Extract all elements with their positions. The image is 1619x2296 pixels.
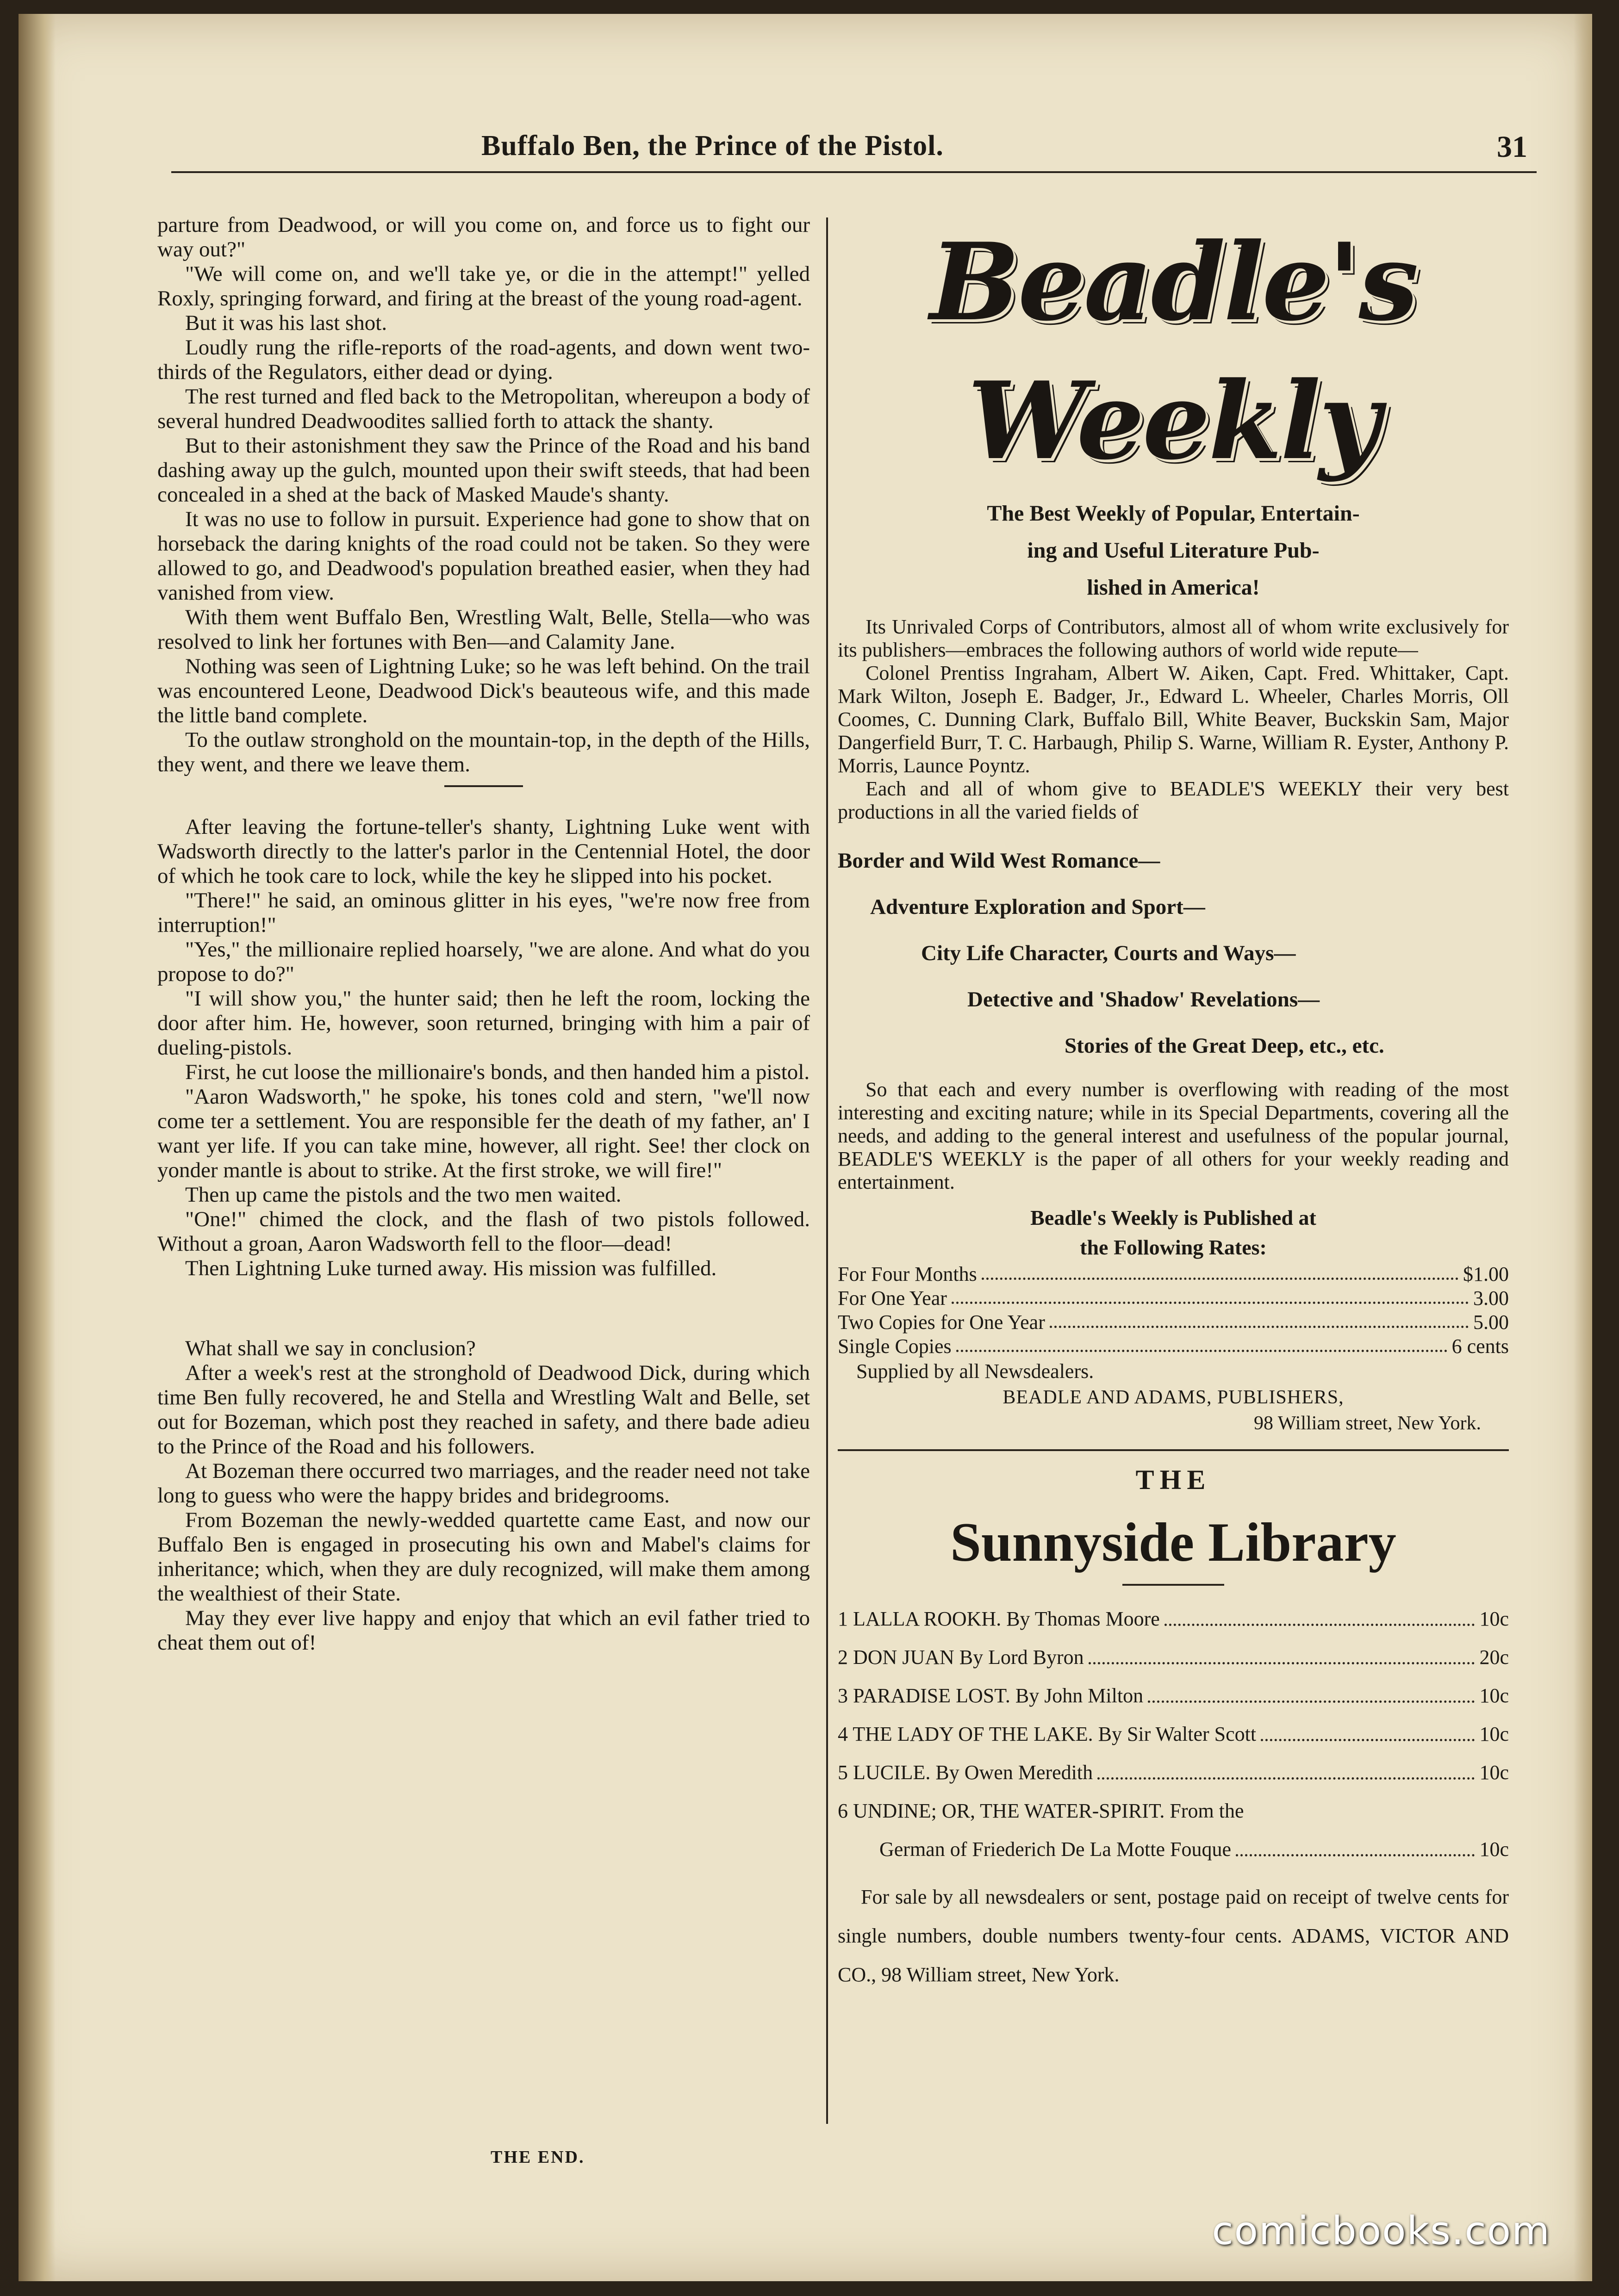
story-paragraph: It was no use to follow in pursuit. Experience had gone to show that on horseback the daring knights of the road could not be taken. So they were allowed to go, and Deadwood's population breathed easier, when they had vanished from view. xyxy=(157,507,810,605)
story-paragraph: "One!" chimed the clock, and the flash of two pistols followed. Without a groan, Aaron Wadsworth fell to the floor—dead! xyxy=(157,1207,810,1256)
headline-line: ing and Useful Literature Pub- xyxy=(1027,538,1320,563)
running-title: Buffalo Ben, the Prince of the Pistol. xyxy=(481,130,944,161)
watermark: comicbooks.com xyxy=(1212,2208,1551,2253)
story-paragraph: parture from Deadwood, or will you come on, and force us to fight our way out?" xyxy=(157,213,810,261)
rate-amount: 3.00 xyxy=(1473,1287,1509,1309)
story-section-1 xyxy=(157,213,810,777)
story-column xyxy=(157,213,810,1655)
library-item-price: 10c xyxy=(1479,1607,1509,1630)
section-rule xyxy=(838,1449,1509,1451)
story-paragraph: Then up came the pistols and the two men waited. xyxy=(185,1183,622,1207)
leader-dots xyxy=(1097,1753,1475,1780)
contributors-intro: Its Unrivaled Corps of Contributors, almost all of whom write exclusively for its publishers—embraces the following authors of world wide repute— xyxy=(838,615,1509,661)
library-item-label: 2 DON JUAN By Lord Byron xyxy=(838,1646,1084,1669)
rate-row xyxy=(838,1310,1509,1334)
story-paragraph: From Bozeman the newly-wedded quartette came East, and now our Buffalo Ben is engaged in prosecuting his own and Mabel's claims for inheritance; which, when they are duly recognized, will make them among the wealthiest of their State. xyxy=(157,1508,810,1606)
rates-table xyxy=(838,1262,1509,1359)
page-number: 31 xyxy=(1497,130,1527,164)
section-divider xyxy=(444,785,523,787)
rate-amount: $1.00 xyxy=(1463,1263,1509,1285)
library-item xyxy=(838,1638,1509,1676)
leader-dots xyxy=(1050,1310,1469,1328)
story-paragraph: The rest turned and fled back to the Metropolitan, whereupon a body of several hundred Deadwoodites sallied forth to attack the shanty. xyxy=(157,385,810,433)
rate-label: Two Copies for One Year xyxy=(838,1311,1045,1334)
title-underline xyxy=(1122,1584,1224,1586)
rate-amount: 6 cents xyxy=(1451,1335,1509,1358)
sunnyside-title: Sunnyside Library xyxy=(950,1511,1396,1573)
library-item-price: 10c xyxy=(1479,1761,1509,1784)
leader-dots xyxy=(1261,1715,1475,1741)
genre-item: City Life Character, Courts and Ways— xyxy=(921,941,1296,965)
story-paragraph: But it was his last shot. xyxy=(185,311,387,335)
reading-note: So that each and every number is overflowing with reading of the most interesting and exciting nature; while in its Special Departments, covering all the needs, and adding to the general interest and usefulness of the popular journal, BEADLE'S WEEKLY is the paper of all others for your weekly reading and entertainment. xyxy=(838,1078,1509,1193)
story-paragraph: "Yes," the millionaire replied hoarsely, "we are alone. And what do you propose to do?" xyxy=(157,937,810,986)
rate-amount: 5.00 xyxy=(1473,1311,1509,1334)
magazine-page xyxy=(19,14,1592,2281)
library-item-continued xyxy=(838,1830,1509,1868)
rate-row xyxy=(838,1334,1509,1359)
beadles-weekly-logo: Beadle's Weekly xyxy=(929,220,1417,484)
rate-row xyxy=(838,1262,1509,1286)
rates-heading-line: Beadle's Weekly is Published at xyxy=(1030,1206,1316,1229)
headline-line: The Best Weekly of Popular, Entertain- xyxy=(987,501,1360,526)
story-paragraph: "Aaron Wadsworth," he spoke, his tones cold and stern, "we'll now come ter a settlement. You are responsible fer the death of my father, an' I want yer life. If you can take mine, however, all right. See! ther clock on yonder mantle is about to strike. At the first stroke, we will fire!" xyxy=(157,1085,810,1182)
story-paragraph: First, he cut loose the millionaire's bonds, and then handed him a pistol. xyxy=(185,1060,810,1084)
the-end-label: THE END. xyxy=(491,2147,585,2167)
story-paragraph: "I will show you," the hunter said; then he left the room, locking the door after him. He, however, soon returned, bringing with him a pair of dueling-pistols. xyxy=(157,987,810,1060)
library-item-price: 10c xyxy=(1479,1838,1509,1861)
leader-dots xyxy=(982,1262,1458,1280)
library-item-price: 10c xyxy=(1479,1684,1509,1707)
supplied-note: Supplied by all Newsdealers. xyxy=(856,1360,1094,1383)
sunnyside-kicker: THE xyxy=(1135,1464,1211,1495)
story-paragraph: At Bozeman there occurred two marriages, and the reader need not take long to guess who were the happy brides and bridegrooms. xyxy=(157,1459,810,1508)
story-paragraph: "We will come on, and we'll take ye, or die in the attempt!" yelled Roxly, springing forward, and firing at the breast of the young road-agent. xyxy=(157,262,810,310)
library-item-label: 4 THE LADY OF THE LAKE. By Sir Walter Scott xyxy=(838,1723,1257,1745)
library-item xyxy=(838,1753,1509,1792)
story-paragraph: What shall we say in conclusion? xyxy=(185,1336,476,1360)
productions-note: Each and all of whom give to BEADLE'S WEEKLY their very best productions in all the varied fields of xyxy=(838,777,1509,823)
library-item-label: 6 UNDINE; OR, THE WATER-SPIRIT. From the xyxy=(838,1800,1244,1822)
running-head xyxy=(171,130,1537,173)
sale-note: For sale by all newsdealers or sent, postage paid on receipt of twelve cents for single numbers, double numbers twenty-four cents. ADAMS, VICTOR AND CO., 98 William street, New York. xyxy=(838,1886,1509,1986)
library-item xyxy=(838,1715,1509,1753)
advertisement-column xyxy=(838,213,1509,1994)
story-paragraph: After leaving the fortune-teller's shanty, Lightning Luke went with Wadsworth directly to the latter's parlor in the Centennial Hotel, the door of which he took care to lock, while the key he slipped into his pocket. xyxy=(157,815,810,888)
headline-line: lished in America! xyxy=(1087,575,1260,600)
genre-item: Border and Wild West Romance— xyxy=(838,849,1160,873)
section-gap xyxy=(157,1281,810,1336)
leader-dots xyxy=(1164,1600,1475,1626)
rates-heading xyxy=(838,1203,1509,1262)
story-section-3 xyxy=(157,1336,810,1655)
library-item xyxy=(838,1676,1509,1715)
leader-dots xyxy=(1236,1830,1475,1856)
story-paragraph: But to their astonishment they saw the Prince of the Road and his band dashing away up the gulch, mounted upon their swift steeds, that had been concealed in a shed at the back of Masked Maude's shanty. xyxy=(157,434,810,507)
rate-row xyxy=(838,1286,1509,1310)
story-paragraph: Then Lightning Luke turned away. His mission was fulfilled. xyxy=(185,1256,717,1280)
library-item-price: 20c xyxy=(1479,1646,1509,1669)
genre-item: Stories of the Great Deep, etc., etc. xyxy=(1065,1034,1384,1058)
leader-dots xyxy=(956,1334,1447,1352)
page-gutter xyxy=(19,14,56,2281)
story-paragraph: With them went Buffalo Ben, Wrestling Walt, Belle, Stella—who was resolved to link her fortunes with Ben—and Calamity Jane. xyxy=(157,605,810,654)
library-item-price: 10c xyxy=(1479,1723,1509,1745)
rate-label: Single Copies xyxy=(838,1335,952,1358)
story-paragraph: After a week's rest at the stronghold of Deadwood Dick, during which time Ben fully recovered, he and Stella and Wrestling Walt and Belle, set out for Bozeman, which post they reached in safety, and there bade adieu to the Prince of the Road and his followers. xyxy=(157,1361,810,1458)
story-paragraph: Loudly rung the rifle-reports of the road-agents, and down went two-thirds of the Regulators, either dead or dying. xyxy=(157,335,810,384)
beadles-headline xyxy=(838,495,1509,606)
story-paragraph: Nothing was seen of Lightning Luke; so he was left behind. On the trail was encountered Leone, Deadwood Dick's beauteous wife, and this made the little band complete. xyxy=(157,654,810,727)
leader-dots xyxy=(952,1286,1469,1304)
library-list xyxy=(838,1600,1509,1868)
story-section-2 xyxy=(157,815,810,1281)
publisher-name: BEADLE AND ADAMS, PUBLISHERS, xyxy=(1003,1387,1344,1408)
genre-item: Detective and 'Shadow' Revelations— xyxy=(967,987,1320,1011)
story-paragraph: May they ever live happy and enjoy that which an evil father tried to cheat them out of! xyxy=(157,1606,810,1655)
story-paragraph: To the outlaw stronghold on the mountain-top, in the depth of the Hills, they went, and there we leave them. xyxy=(157,728,810,776)
library-item-label: 1 LALLA ROOKH. By Thomas Moore xyxy=(838,1607,1160,1630)
publisher-address: 98 William street, New York. xyxy=(1254,1413,1481,1434)
contributors-list: Colonel Prentiss Ingraham, Albert W. Aiken, Capt. Fred. Whittaker, Capt. Mark Wilton, Joseph E. Badger, Jr., Edward L. Wheeler, Charles Morris, Oll Coomes, C. Dunning Clark, Buffalo Bill, White Beaver, Buckskin Sam, Major Dangerfield Burr, T. C. Harbaugh, Philip S. Warne, William R. Eyster, Anthony P. Morris, Launce Poyntz. xyxy=(838,662,1509,777)
library-item xyxy=(838,1792,1509,1830)
column-rule xyxy=(826,217,828,2124)
library-item-label: German of Friederich De La Motte Fouque xyxy=(879,1838,1231,1861)
leader-dots xyxy=(1148,1676,1475,1703)
page-edge xyxy=(1574,14,1592,2281)
leader-dots xyxy=(1089,1638,1475,1664)
library-item xyxy=(838,1600,1509,1638)
story-paragraph: "There!" he said, an ominous glitter in his eyes, "we're now free from interruption!" xyxy=(157,888,810,937)
rate-label: For One Year xyxy=(838,1287,947,1309)
library-item-label: 3 PARADISE LOST. By John Milton xyxy=(838,1684,1144,1707)
rate-label: For Four Months xyxy=(838,1263,977,1285)
genre-item: Adventure Exploration and Sport— xyxy=(870,895,1205,919)
library-item-label: 5 LUCILE. By Owen Meredith xyxy=(838,1761,1093,1784)
genre-list xyxy=(838,838,1509,1069)
rates-heading-line: the Following Rates: xyxy=(1080,1235,1267,1259)
